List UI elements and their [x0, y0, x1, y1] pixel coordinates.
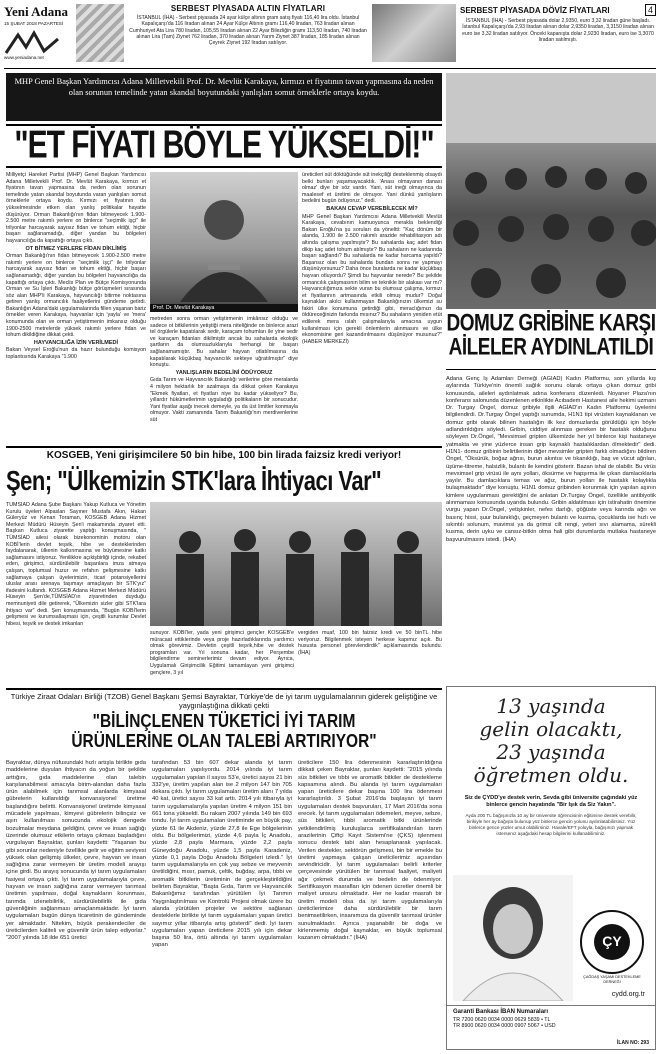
karakaya-photo	[150, 172, 298, 312]
article1-col3	[302, 172, 442, 442]
article1-kicker: MHP Genel Başkan Yardımcısı Adana Milletvekili Prof. Dr. Mevlüt Karakaya, kırmızı et fiyatının tavan yapmasına da neden olan sorunun temelinde yatan skandal boyutundaki yanlışları somut örneklerle ortaya koydu.	[14, 77, 434, 97]
cydd-ad	[446, 686, 656, 1050]
kosgeb-col2: sunuyor. KOBİ'ler, yada yeni girişimci gençler KOSGEB'e müracaat ettiklerinde veya proje hazırladıklarında yardımcı olmak görevimiz. Devletin çeşitli teşvik,hibe ve destek programları var. Yıl sonuna kadar, her Perşembe bilgilendirme seminerlerimiz devam ediyor. Ayrıca, Uygulamalı Girişimcilik Eğitimi tamamlayan yeni girişimci gençlere, 3 yıl	[150, 630, 294, 676]
fx-title: SERBEST PİYASADA DÖVİZ FİYATLARI	[460, 5, 610, 15]
article1-subhead-3: YANLIŞLARIN BEDELİNİ ÖDÜYORUZ	[175, 369, 273, 376]
newspaper-logo: Yeni Adana	[4, 4, 68, 19]
audience-illustration	[446, 73, 656, 309]
tzob-kicker: Türkiye Ziraat Odaları Birliği (TZOB) Genel Başkanı Şemsi Bayraktar, Türkiye'de de iyi tarım uygulamalarının giderek geliştiğine ve yaygınlaştığına dikkati çekti	[10, 692, 438, 710]
article1-col1	[6, 172, 146, 442]
masthead-rule	[4, 68, 656, 69]
kosgeb-kicker: KOSGEB, Yeni girişimcilere 50 bin hibe, 100 bin lirada faizsiz kredi veriyor!	[46, 450, 402, 461]
kosgeb-col3: vergiden muaf, 100 bin faizsiz kredi ve 50 binTL hibe veriyoruz. Bilgilenmek isteyen herkese kapımız açık. Bu hususta personel görevlendirdik" açıklamasında bulundu.(İHA)	[298, 630, 442, 656]
ad-tagline: Siz de ÇYDD'ye destek verin, Sevda gibi üniversite çağındaki yüz binlerce gencin hayatında "Bir Işık da Siz Yakın".	[464, 795, 638, 808]
kosgeb-group-photo	[150, 502, 442, 626]
fx-text: İSTANBUL (İHA) - Serbest piyasada dolar 2,9350, euro 3,32 liradan güne başladı. İstanbul Kapalıçarşı'da 2,93 liradan alınan dolar 2,9350 liradan, 3,3150 liradan alınan euro ise 3,32 liradan satılıyor. Önceki kapanışta dolar 2,9230 liradan, euro ise 3,3070 liradan satılmıştı.	[462, 18, 654, 43]
article1-subhead-2: HAYVANCILIĞA İZİN VERİLMEDİ	[33, 339, 119, 346]
article1-kicker-band	[6, 73, 442, 121]
article1-subhead-1: OT BİTMEZ YERLERE FİDAN DİKLİMİŞ	[25, 245, 127, 252]
ad-website[interactable]: cydd.org.tr	[611, 991, 645, 998]
fx-photo	[372, 4, 456, 62]
page-number: 4	[645, 4, 656, 16]
kosgeb-headline: Şen; "Ülkemizin STK'lara İhtiyacı Var"	[6, 464, 382, 496]
article1-body-4: metreden sonra orman yetiştirmenin imkânsız olduğu ve sadece ot bitkilerinin yetiştiği mera niteliğinde on binlerce arazi tel örgülerle kapatılarak sedir, karaçam tohumları ile yine sedir ve karaçam fidanları dikilmiştir ancak bu sahalarda ekolojik şartların da olumsuzluklarıyla herhangi bir başarı sağlanamamıştır. Bu sahalar hayvan otlatılmasına da kapatılarak küçükbaş hayvancılık sekteye uğratılmıştır" diye konuştu.	[150, 316, 298, 369]
masthead-logo-box	[4, 4, 74, 66]
meeting-photo	[446, 73, 656, 309]
tzob-col1: Bayraktar, dünya nüfusundaki hızlı artışla birlikte gıda maddelerine duyulan ihtiyacın da yoğun bir şekilde arttığını, gıda maddelerine olan talebin karşılanabilmesi amacıyla birim-alandan daha fazla ürün alabilmek için tarımsal alanlarda kimyasal gübrelerin kullanıldığı konvansiyonel üretime başlandığını belirtti. Konvansiyonel üretimde kimyasal mücadele yapılması, kimyevi gübrelerin bilinçsiz ve aşırı kullanılması sonucunda ekolojik dengede bozulmalar meydana geldiğini, çevre ve insan sağlığı üzerinde olumsuz etkilerin ortaya çıkması başladığını vurgulayan Bayraktar, şunları kaydetti: "Yaşanan bu gibi sorunlar nedeniyle özellikle gelir ve eğitim seviyesi yüksek olan gelişmiş ülkeler, çevre, hayvan ve insan sağlığına zarar vermeyen bir üretim modeli arayışı içine girdi. Bu arayış sonucunda iyi tarım uygulamaları fasiyesi ortaya çıktı. İyi tarım uygulamalarıyla çevre, hayvan ve insan sağlığına zarar vermeyen tarımsal üretimin yapılması, doğal kaynakların korunması, tarımda izlenebilirlik, sürdürülebilirlik ile gıda güvenliğinin sağlanması amaçlanmaktadır. İyi tarım uygulamaları bugün dünya ticaretinin de gündeminde yer almaktadır. Nitekim, büyük perakendeciler de üreticilerden kaliteli ve güvenilir ürün talep ediyorlar." "2007 yılında 18 ilde 651 üretici	[6, 760, 146, 942]
ad-body: Ayda 200 TL bağışınızla 10 ay bir üniversite öğrencisinin eğitimine destek verebilir, birikiyle her ay bağışta bulunup yüz binlerce gencin yolunu aydınlatabilirsiniz. Yüz binlerce gence yüzler umut olabilirsiniz. Havale/EFT yoluyla, bağışınızı yapmak istersenız aşağıdaki hesap bilgilerini kullanabilirsiniz.	[465, 813, 637, 836]
article1-body-1: Milliyetçi Hareket Partisi (MHP) Genel Başkan Yardımcısı Adana Milletvekili Prof. Dr. Mevlüt Karakaya, kırmızı et fiyatının tavan yapmasına da neden olan sorunun temelinde yatan skandal boyutunda varan yanlışları somut örneklerle ortaya koydu. Kırmızı et fiyatının da yükselmesinde etken olan yanlış politikalar hayatte düşürüyor. Orman Bakanlığı'nın fidan bitmeyecek 1.900-2.500 metre rakımlı yerlere on binlerce "seçimlik işçi" ile trilyonlar harcayarak sayısız fidan ve tohum ektiği, hiçbir başarı sağlanamadığı, diğer yandan bu bölgeleri hayvancılığa da kapattığı ortaya çıktı.	[6, 172, 146, 244]
ad-portrait	[453, 875, 573, 1001]
gold-photo	[76, 4, 124, 62]
kosgeb-col1: TÜMSİAD Adana Şube Başkanı Yakup Kutluca ve Yönetim Kurulu üyeleri Alpaslan Sayıner Mustafa Akın, Hakan Güleryüz ve Kenan Toraman, KOSGEB Adana Hizmet Merkezi Müdürü Hüseyin Şen'i makamında ziyaret etti. Başkan Kutluca ziyarette yaptığı konuşmasında, " TÜMSİAD ailesi olarak bizekonominin motoru olan KOBİ'lerin devlet teşvik, hibe ve desteklerinden faydalanarak, ülkenin kalkınmasına ve büyümesine katkı sağlamasını istiyoruz. Yenilikkre açıkişbirliği içinde, rekabet eden, girişimci, sürdürülebilir başarılara imza atmaya çalışan, toplumsal huzur ve refahın gelişmesine katkı sağlamaya çalışan üyelerimizin, ticari potansiyellerini uluslar arası arenaya taşımayı amaçlayan bir STK'yız" ifadesini kullandı. KOSGEB Adana Hizmet Merkezi Müdürü Hüseyin Şen'de,TÜMSİAD'ın ziyaretinden duyduğu memnuniyeti dile getirerek, "Ülkemizin sizler gibi STK'lara ihtiyacı var" dedi. Şen konuşmasında, "Bugün KOBİ'lerin gelişmesi ve kurumsallaşması için, çeşitli kurumlar Devlet hibesi, teşvik ve destek imkanları	[6, 502, 146, 627]
tzob-col2: tarafından 53 bin 607 dekar alanda iyi tarım uygulamaları yapılıyordu. 2014 yılında iyi tarım uygulamaları yapılan il sayısı 53'e, üretici sayısı 21 bin 332'ye, üretim yapılan alan ise 2 milyon 147 bin 705 dekara çıktı. İyi tarım uygulamaları üretim alanı 7 yılda 40 kat, üretici sayısı 33 kat arttı. 2014 yılı itibarıyla iyi tarım uygulamalarıyla yapılan üretim 4 milyon 151 bin 661 tona yükseldi. Bu rakam 2007 yılında 149 bin 693 tondu. İyi tarım uygulamaları üretiminde en büyük pay, yüzde 61 ile Akdeniz, yüzde 27,8 ile Ege bölgelerinin oldu. Bu bölgelerimizi, yüzde 4,6 payla İç Anadolu, yüzde 2,8 payla Marmara, yüzde 2,2 payla Güneydoğu Anadolu, yüzde 1,5 payla Karadeniz, yüzde 0,1 payla Doğu Anadolu Bölgeleri izledi." İyi tarım uygulamalarıyla en çok yaş sebze ve meyvenin üretildiğini, mısır, pamuk, çeltik, buğday, arpa, tıbbi ve aromatik bitkilerin üretiminin de gerçekleştirildiğini belirten Bayraktar, "Başta Gıda, Tarım ve Hayvancılık Bakanlığımız tarafından yürütülen İyi Tarımın Yaygınlaştırılması ve Kontrolü Projesi olmak üzere bu alanda yürütülen projeler ve sektöre sağlanan desteklerle birlikte iyi tarım uygulamaları yapan üretici sayımız yıllar itibarıyla artış gösterdi" dedi. İyi tarım uygulamaları yapan üreticilere 2015 yılı için dekar başına 50 lira, örtü altında iyi tarım uygulamaları yapan	[152, 760, 292, 949]
article1-body-2: Orman Bakanlığı'nın fidan bitmeyecek 1.900-2.500 metre rakımlı yerlere on binlerce "seçimlik işçi" ile trilyonlar harcayarak sayısız fidan ve tohum ektiği, hiçbir başarı sağlanamadığı, diğer yandan bu bölgeleri hayvancılığa da kapattığı ortaya çıktı. Meclis Plan ve Bütçe Komisyonunda Orman ve Su İşleri Bakanlığı bütçe görüşmeleri sırasında söz alan MHP'li Karakaya, hayvancılığı bitirme noktasına getiren yanlış ormancılık faaliyetlerini gündeme getirdi. Bakanlığın Adana'daki uygulamalarında fillen yaşanan bariz örnekler veren Karakaya, hayvanlar için 'yayla' ve 'mera' konumunda olan ve orman yetiştirmenin imkansız olduğu 1900-2500 metrelerde yüksek rakımlı yerlere fidan ve tohum dikildiğine dikkat çekti.	[6, 253, 146, 339]
fx-prices-box	[460, 4, 656, 64]
gold-prices-box	[128, 4, 368, 64]
gold-text: İSTANBUL (İHA) - Serbest piyasada 24 ayar külçe altının gram satış fiyatı 116,40 lira oldu. İstanbul Kapalıçarşı'da 116 liradan alınan 24 Ayar Külçe Altının gramı 116,40 liradan, 763 liradan alınan Cumhuriyet Ata Lira 780 liradan, 105,55 liradan alınan 22 Ayar Bilezliğin gramı 113,50 liradan, 740 liradan alınan Lira (Tam) Ziynet 762 liradan, 370 liradan alınan Yarım Ziynet 387 liradan, 185 liradan alınan Çeyrek Ziynet 192 liradan satılıyor.	[129, 15, 367, 47]
tzob-col3: üreticilere 150 lira ödenmesinin kararlaştırıldığına dikkati çeken Bayraktar, şunları kaydetti: "2015 yılında süs bitkileri ve tıbbi ve aromatik bitkiler de destekleme kapsamına alındı. Bu alanda iyi tarım uygulamaları yapan üreticilere dekar başına 100 lira ödenmesi kararlaştırıldı. 3 Şubat 2016'da başlayan iyi tarım uygulamaları destek başvuruları, 17 Mart 2016'da sona erecek. İyi tarım uygulamaları ödemeleri, meyve, sebze, süs bitkileri, tıbbi aromatik bitki ürünlerinde yetkilendirilmiş kuruluşlarca sertifikalandırılan tarım arazilerinin Çiftçi Kayıt Sistemi'ne (ÇKS) işlenmesi sonucu destek tabi alan hesaplanarak yapılacak. Verilen destekler, sektörün gelişmesi, bin bir emekle bu üretimi yapmaya çalışan üreticilerimiz açısından sevindiricidir. İyi tarım uygulamaları belirli kriterler çerçevesinde yürütülen bir tarımsal faaliyet, maliyeti ağır çekmek durumda ve bedelin de ödenmiyor. Sertifikasyon masrafları için ödenen ücretler önemli bir maliyet unsuru olmaktadır. Her ne kadar masrafı bir üretim modeli olsa da iyi tarım uygulamalarıyla üreticilerimize daha sürdürülebilir bir tarım benimsetilirken, insanımıza da güvenilir tarımsal ürünler sunulmaktadır. Ayrıca yaşanabilir bir doğa ve kirlenmemiş doğal kaynaklar, en büyük toplumsal kazanım olmaktadır." (İHA)	[298, 760, 442, 942]
swine-headline: DOMUZ GRİBİNE KARŞI AİLELER AYDINLATILDI	[446, 312, 656, 370]
cydd-logo-mark: ÇY	[602, 933, 622, 949]
masthead-date: 15 ŞUBAT 2018 PAZARTESİ	[4, 21, 64, 26]
photo-caption: Prof. Dr. Mevlüt Karakaya	[150, 304, 298, 312]
kosgeb-top-rule	[6, 446, 442, 448]
article1-body-5: Gıda Tarım ve Hayvancılık Bakanlığı verilerine göre meralarda 4 milyon hektarlık bir azalmaya da dikkat çeken Karakaya "Ekmek fiyatları, et fiyatları niye bu kadar yükseliyor? Bu, yıllardır hükümetlerimin uyguladığı politikaların bir sonucudur. Yani fiyatlar aşağı inecek demeyle, ya da üst limitler konmayla olmuyor. Vakti zamanında Tarım Bakanlığı'nın merdivenlerine süt	[150, 377, 298, 423]
cydd-logo-text: ÇAĞDAŞ YAŞAMI DESTEKLEME DERNEĞİ	[583, 975, 641, 984]
article1-col2	[150, 316, 298, 442]
ad-bank-box: Garanti Bankası İBAN Numaraları TR 7200 0620 0034 0000 0629 5839 • TL TR 8900 0620 0034 0000 0907 5067 • USD İLAN NO: 293	[447, 1005, 655, 1049]
swine-body: Adana Genç İş Adamları Derneği (AGİAD) Kadın Platformu, son yıllarda kış aylarında Türkiye'nin önemli sağlık sorunu olarak ortaya çıkan domuz gribi konusunda, aileleri aydınlatmak adına konferans düzenledi. Noyaner Plaza'nın konferans salonunda düzenlenen etkinlikte Acıbadem Hastanesi aile hekimi uzmanı Dr. Turgay Öngel, domuz gribiyle ilgili AGİAD'ın Kadın Platformu üyelerini bilgilendirdi. Dr.Turgay Öngel yaptığı sunumda, H1N1 tipi virüsten kaynaklanan ve domuz gribi olarak bilinen hastalığın ilk kez domuzlarda görüldüğü için böyle adlandırıldığını söyledi. Gribin, ciddiye alınması gereken bir hastalık olduğunu söyleyen Dr.Öngel, "Mevsimsel gripten ülkemizde her yıl binlerce kişi hastaneye yatmakta ve yine yüzlerce insan grip kaynaklı hastalıklardan ölmektedir" dedi. H1N1- domuz gribinin belirtilerinin diğer mevsimler gripten farklı olmadığını bildiren Öngel, "Öksürük, boğaz ağrısı, burun akıntısı ve tıkanıklığı, baş ve vücut ağrıları, üşüme-titreme, halsizlik, bulantı ile kendini gösterir. Bazan ishal de olabilir. Bu virüs mevsimsel grip virüsü ile aynı yolları, öksürme ve hapşırma ile çıkan damlacıklarla yayılır. Bu damlacıklara temas ve ağız, burun yolları ile hastalık kolaylıkla bulaşmaktadır" diye konuştu. H1N1 domuz gribinden korunmak için yapılan aşının kimlere uygulanması gerektiğini de anlatan Dr.Turgay Öngel, özellikle antibiyotik alınmaması konusunda uyarıda bulundu. Gribin aldatılması için istirahatin önemine vurgu yapan Dr.Öngel, yetişkinler, nefes darlığı, göğüste veya karında ağrı ve basınç hissi, şuur bulanıklığı, geçmeyen bulantı ve kusma, çocuklarda ise hızlı ve sıkıntılı solunum, mavimsi ya da grimsi cilt rengi, yeteri sıvı alamama, sürekli kusma, derin uyku ve cansız-bitkin olma hali gibi durumlarda mutlaka hastaneye başvurulmasını istedi. (İHA)	[446, 376, 656, 543]
article1-body-7: MHP Genel Başkan Yardımcısı Adana Milletvekili Mevlüt Karakaya, cevabının kamuoyunca merakla beklendiği Bakan Eroğlu'na şu soruları da yöneltti: "Kaç dönüm bir alanda, 1.900 ile 2.500 rakımlı arazide rehabilitasyon adı altında çalışma yapılmıştır? Bu sahalarda kaç adet fidan dikip kaç adet tohum atılmıştır? Bu sahaların ne kadarında başarı sağlandı? Bu sahalarda ne kadar harcama yapıldı? Başarısız olan bu sahalarda bundan sonra ne yapmayı düşünüyorsunuz? Daha önce buralarda ne kadar küçükbaş hayvan otluyordu? Şimdi bu hayvanlar nerede? Bu şekilde ormancılık çalışmasının bilim ve teknikle bir alakası var mı? Hayvancılığımıza sekte vuran bu olumsuz çalışma, kırmızı et fiyatlarının artmasında etkili olmuş mudur? Doğal kaynakları akılcı kullanmayan Bakanlığınızın ülkemizi su fakiri ülke konumuna getirdiği gibi, meraclığımızı da öldüreceğinizin farkında mısınız? Bu sahaların yeniden etüt edilerek mera ıslah çalışmalarıyla amacına uygun kullanılması için gerekli önlemlerin alınmasını ve ülke ekonomisine geri kazandırılmasını düşünüyor musunuz?" (HABER MERKEZİ)	[302, 213, 442, 345]
ad-handwritten-headline: 13 yaşında gelin olacaktı, 23 yaşında öğretmen oldu.	[473, 694, 629, 787]
masthead-website: www.yeniadana.net	[4, 55, 44, 60]
tzob-top-rule	[6, 688, 442, 690]
article1-headline: "ET FİYATI BÖYLE YÜKSELDİ!"	[6, 124, 442, 168]
tzob-headline: "BİLİNÇLENEN TÜKETİCİ İYİ TARIM ÜRÜNLERİNE OLAN TALEBİ ARTIRIYOR"	[71, 711, 377, 752]
gold-title: SERBEST PİYASADA ALTIN FİYATLARI	[170, 4, 326, 13]
cydd-logo	[579, 909, 645, 984]
article1-body-6: üreticileri süt döktüğünde süt inekçiliği desteklenmiş olsaydı belki bunları yaşamayacaktık. 'Anası olmayanın danası olmaz' diye bir söz vardır. Yani, süt ineği olmayınca da maalesef et üretimi de olmuyor. Yani dünkü yanlışların bedelini bugün ödüyoruz." dedi.	[302, 172, 442, 205]
logo-emblem-icon	[4, 29, 60, 55]
article1-body-3: Bakan Veysel Eroğlu'nun da hazır bulunduğu komisyon toplantısında Karakaya "1.900	[6, 347, 146, 361]
article1-subhead-4: BAKAN CEVAP VEREBİLECEK Mİ?	[326, 205, 418, 212]
